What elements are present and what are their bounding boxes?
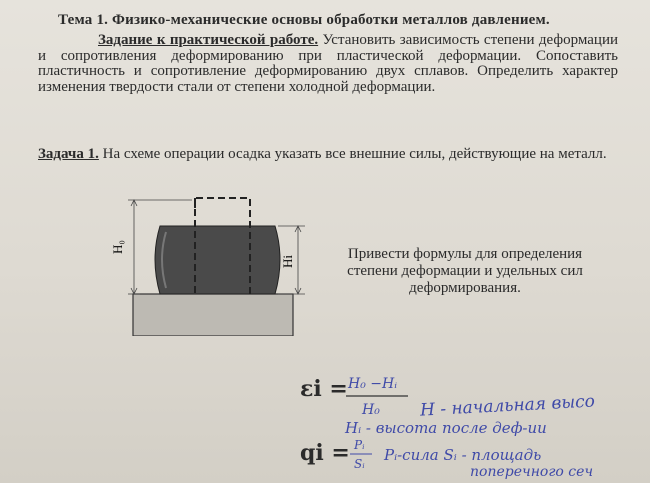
assignment-paragraph (38, 33, 618, 95)
strain-denominator: H₀ (362, 402, 380, 418)
task1-text: На схеме операции осадка указать все внешние силы, действующие на металл. (102, 146, 607, 162)
handwritten-p-s-note: Pᵢ-сила Sᵢ - площадь (384, 446, 542, 464)
deformed-billet (155, 226, 280, 294)
hi-label: Hi (280, 255, 295, 268)
assignment-text: Установить зависимость степени деформации и сопротивления деформированию при пластической деформации. Сопоставить пластичность и сопротивление деформированию двух сплавов. Определить характер изменения твердости стали от степени холодной деформации. (38, 32, 618, 95)
base-plate (133, 294, 293, 336)
assignment-label: Задание к практической работе. (98, 32, 319, 48)
specific-force-fraction (348, 436, 378, 476)
strain-numerator: H₀ −Hᵢ (348, 376, 398, 392)
task1-label: Задача 1. (38, 146, 99, 162)
formula-instruction: Привести формулы для определения степени деформации и удельных сил деформирования. (347, 246, 583, 296)
handwritten-hi-note: Hᵢ - высота после деф-ии (345, 419, 547, 437)
handwritten-h-note: H - начальная высо (419, 391, 596, 421)
h0-label: H₀ (110, 240, 125, 254)
strain-formula-symbol: εi = (300, 376, 348, 402)
page-title: Тема 1. Физико-механические основы обработки металлов давлением. (58, 12, 550, 28)
strain-fraction (344, 372, 414, 420)
specific-force-formula-symbol: qi = (300, 440, 350, 466)
upsetting-diagram (100, 186, 320, 336)
handwritten-section-note: поперечного сеч (470, 464, 594, 480)
specific-force-numerator: Pᵢ (354, 438, 365, 452)
task1-paragraph (38, 146, 618, 162)
specific-force-denominator: Sᵢ (354, 457, 365, 471)
